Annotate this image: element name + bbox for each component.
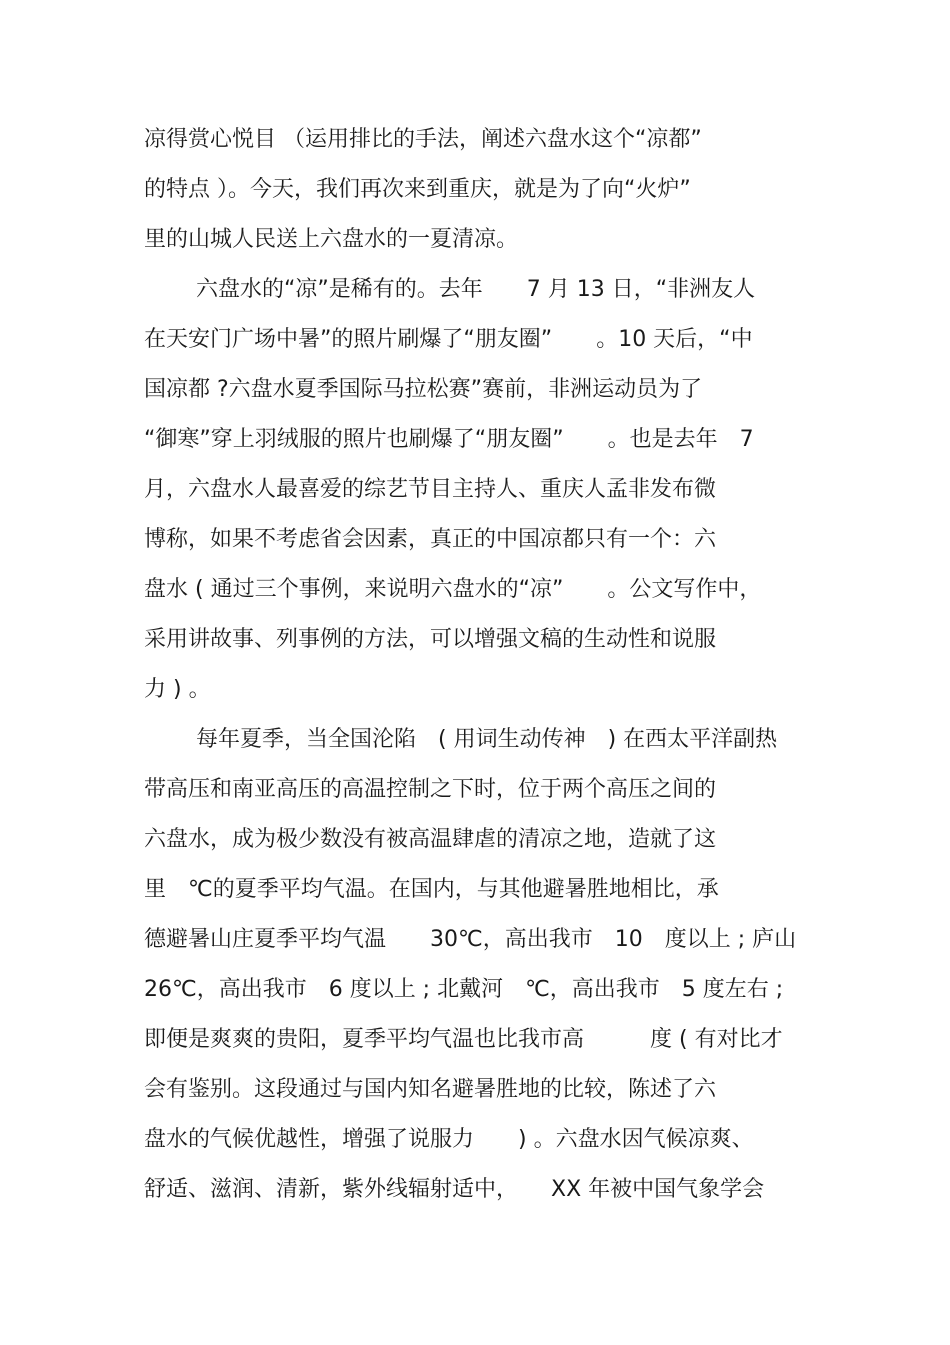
text-line: 盘水的气候优越性，增强了说服力 ) 。六盘水因气候凉爽、: [144, 1127, 754, 1152]
text-line: 六盘水，成为极少数没有被高温肆虐的清凉之地，造就了这: [144, 827, 717, 852]
text-line: 凉得赏心悦目 （运用排比的手法，阐述六盘水这个“凉都”: [144, 127, 702, 152]
text-line: 即便是爽爽的贵阳，夏季平均气温也比我市高 度 ( 有对比才: [144, 1027, 783, 1052]
text-line: 舒适、滋润、清新，紫外线辐射适中， XX 年被中国气象学会: [144, 1177, 765, 1202]
text-line: 力 ) 。: [144, 677, 211, 702]
text-line: 会有鉴别。这段通过与国内知名避暑胜地的比较，陈述了六: [144, 1077, 717, 1102]
text-line: 德避暑山庄夏季平均气温 30℃，高出我市 10 度以上 ; 庐山: [144, 927, 797, 952]
text-line: “御寒”穿上羽绒服的照片也刷爆了“朋友圈” 。也是去年 7: [144, 427, 754, 452]
text-line: 在天安门广场中暑”的照片刷爆了“朋友圈” 。10 天后，“中: [144, 327, 753, 352]
text-line: 26℃，高出我市 6 度以上 ; 北戴河 ℃，高出我市 5 度左右 ;: [144, 977, 784, 1002]
text-line: 里 ℃的夏季平均气温。在国内，与其他避暑胜地相比，承: [144, 877, 719, 902]
text-line: 每年夏季，当全国沦陷 ( 用词生动传神 ) 在西太平洋副热: [196, 727, 778, 752]
text-line: 博称，如果不考虑省会因素，真正的中国凉都只有一个：六: [144, 527, 717, 552]
text-line: 盘水 ( 通过三个事例，来说明六盘水的“凉” 。公文写作中，: [144, 577, 762, 602]
text-line: 带高压和南亚高压的高温控制之下时，位于两个高压之间的: [144, 777, 717, 802]
text-line: 采用讲故事、列事例的方法，可以增强文稿的生动性和说服: [144, 627, 717, 652]
text-line: 里的山城人民送上六盘水的一夏清凉。: [144, 227, 519, 252]
text-line: 六盘水的“凉”是稀有的。去年 7 月 13 日，“非洲友人: [196, 277, 756, 302]
text-line: 国凉都 ?六盘水夏季国际马拉松赛”赛前，非洲运动员为了: [144, 377, 703, 402]
text-line: 的特点 ）。今天，我们再次来到重庆，就是为了向“火炉”: [144, 177, 691, 202]
text-line: 月，六盘水人最喜爱的综艺节目主持人、重庆人孟非发布微: [144, 477, 717, 502]
